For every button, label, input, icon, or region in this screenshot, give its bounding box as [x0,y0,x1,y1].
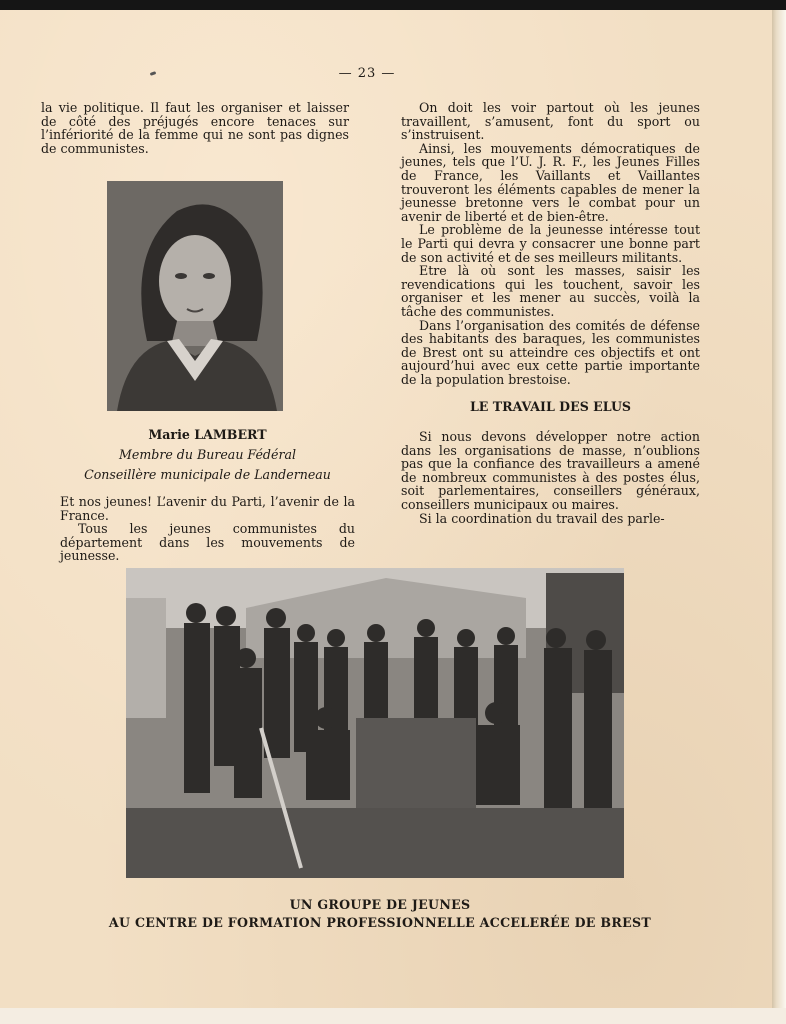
scan-bottom-border [0,1008,786,1024]
scan-top-border [0,0,786,10]
portrait-caption-name: Marie LAMBERT [148,427,267,442]
paragraph: Etre là où sont les masses, saisir les revendications qui les touchent, savoir les organiser et les mener au succès, voilà la tâche des communistes. [401,263,700,319]
paragraph: Et nos jeunes! L’avenir du Parti, l’avenir de la France. [60,494,355,523]
portrait-photo [107,181,283,411]
section-heading: LE TRAVAIL DES ELUS [469,399,632,415]
paragraph: On doit les voir partout où les jeunes travaillent, s’amusent, font du sport ou s’instruisent. [401,100,700,143]
group-photo [126,568,624,878]
paragraph: la vie politique. Il faut les organiser et laisser de côté des préjugés encore tenaces sur l’infériorité de la femme qui ne sont pas dignes de communistes. [41,100,349,156]
portrait-caption-role: Conseillère municipale de Landerneau [84,467,331,482]
left-column-bottom [60,495,355,563]
portrait-caption-role: Membre du Bureau Fédéral [118,447,297,462]
ink-speck [150,71,157,76]
right-column [401,101,700,525]
group-image [126,568,624,878]
document-page [0,10,772,1008]
paragraph: Tous les jeunes communistes du département dans les mouvements de jeunesse. [60,521,355,564]
paragraph: Dans l’organisation des comités de défense des habitants des baraques, les communistes de Brest ont su atteindre ces objectifs et ont aujourd’hui avec eux cette partie importante de la population brestoise. [401,317,700,387]
group-photo-caption: AU CENTRE DE FORMATION PROFESSIONNELLE ACCELERÉE DE BREST [108,915,652,930]
paragraph: Le problème de la jeunesse intéresse tout le Parti qui devra y consacrer une bonne part de son activité et de ses meilleurs militants. [401,222,700,265]
left-column-top [41,101,349,155]
scan-right-border [770,10,786,1024]
group-photo-caption: UN GROUPE DE JEUNES [289,897,471,912]
portrait-image [107,181,283,411]
paragraph: Ainsi, les mouvements démocratiques de jeunes, tels que l’U. J. R. F., les Jeunes Filles de France, les Vaillants et Vaillantes trouveront les éléments capables de mener la jeunesse bretonne vers le combat pour un avenir de liberté et de bien-être. [401,140,700,224]
page-number: — 23 — [338,66,396,81]
paragraph: Si nous devons développer notre action dans les organisations de masse, n’oublions pas que la confiance des travailleurs a amené de nombreux communistes à des postes élus, soit parlementaires, conseillers généraux, conseillers municipaux ou maires. [401,429,700,513]
paragraph: Si la coordination du travail des parle- [419,510,665,526]
